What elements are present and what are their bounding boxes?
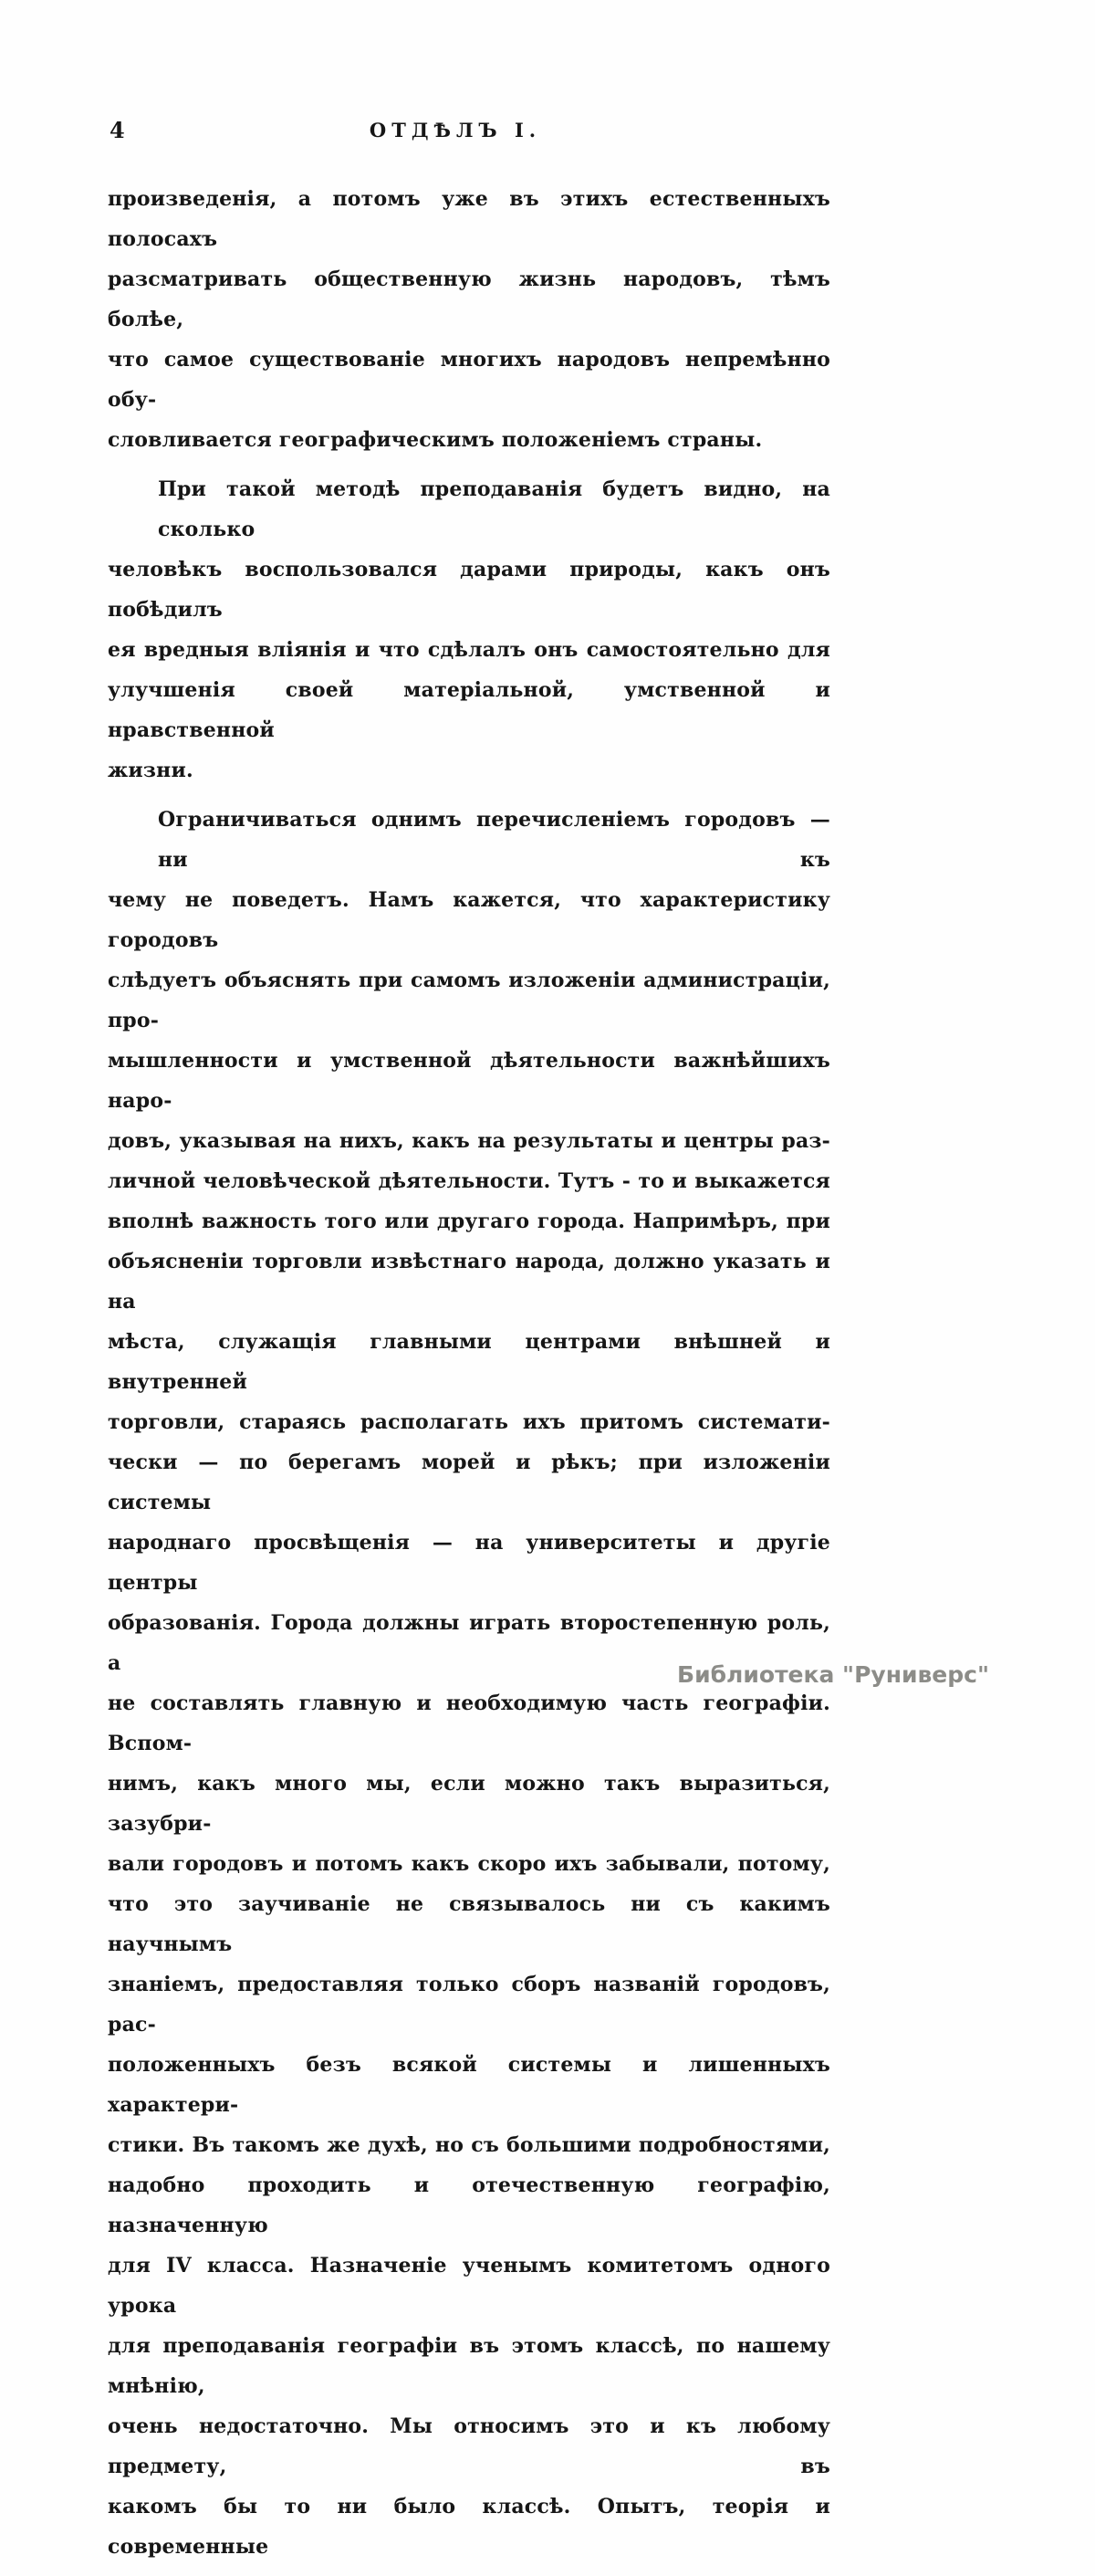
text-line: народнаго просвѣщенія — на университеты и другіе центры — [108, 1531, 830, 1595]
text-line: вполнѣ важность того или другаго города. Напримѣръ, при — [108, 1209, 830, 1233]
text-line: жизни. — [108, 759, 193, 782]
page-number: 4 — [110, 117, 126, 143]
text-line: словливается географическимъ положеніемъ страны. — [108, 428, 763, 452]
paragraph — [108, 179, 830, 460]
text-line: торговли, стараясь располагать ихъ притомъ системати- — [108, 1410, 830, 1434]
text-line: для преподаванія географіи въ этомъ классѣ, по нашему мнѣнію, — [108, 2334, 830, 2398]
text-line: что самое существованіе многихъ народовъ непремѣнно обу- — [108, 348, 830, 412]
text-line: произведенія, а потомъ уже въ этихъ естественныхъ полосахъ — [108, 187, 830, 251]
text-line: ея вредныя вліянія и что сдѣлалъ онъ самостоятельно для — [108, 638, 830, 662]
text-line: объясненіи торговли извѣстнаго народа, должно указать и на — [108, 1250, 830, 1314]
text-line: какомъ бы то ни было классѣ. Опытъ, теорія и современные — [108, 2495, 830, 2559]
text-line: человѣкъ воспользовался дарами природы, какъ онъ побѣдилъ — [108, 558, 830, 622]
text-line: чески — по берегамъ морей и рѣкъ; при изложеніи системы — [108, 1450, 830, 1514]
text-line: разсматривать общественную жизнь народовъ, тѣмъ болѣе, — [108, 267, 830, 331]
text-line: знаніемъ, предоставляя только сборъ названій городовъ, рас- — [108, 1973, 830, 2037]
text-line: При такой методѣ преподаванія будетъ видно, на сколько — [158, 477, 830, 541]
library-watermark: Библиотека "Руниверс" — [677, 1661, 989, 1688]
text-line: для IV класса. Назначеніе ученымъ комитетомъ одного урока — [108, 2254, 830, 2318]
paragraph — [108, 469, 830, 791]
text-block — [108, 179, 830, 2576]
page-header — [108, 117, 830, 148]
text-line: нимъ, какъ много мы, если можно такъ выразиться, зазубри- — [108, 1772, 830, 1836]
text-line: мышленности и умственной дѣятельности важнѣйшихъ наро- — [108, 1049, 830, 1113]
text-line: Ограничиваться однимъ перечисленіемъ городовъ — ни къ — [158, 808, 830, 872]
text-line: очень недостаточно. Мы относимъ это и къ любому предмету, въ — [108, 2414, 830, 2478]
text-line: слѣдуетъ объяснять при самомъ изложеніи администраціи, про- — [108, 969, 830, 1032]
text-line: вали городовъ и потомъ какъ скоро ихъ забывали, потому, — [108, 1852, 830, 1876]
text-line: довъ, указывая на нихъ, какъ на результаты и центры раз- — [108, 1129, 830, 1153]
section-header: ОТДѢЛЪ I. — [369, 119, 542, 141]
text-line: образованія. Города должны играть второстепенную роль, а — [108, 1611, 830, 1675]
text-line: мѣста, служащія главными центрами внѣшней и внутренней — [108, 1330, 830, 1394]
text-line: что это заучиваніе не связывалось ни съ какимъ научнымъ — [108, 1892, 830, 1956]
text-line: не составлять главную и необходимую часть географіи. Вспом- — [108, 1691, 830, 1755]
text-line: личной человѣческой дѣятельности. Тутъ - то и выкажется — [108, 1169, 830, 1193]
text-line: стики. Въ такомъ же духѣ, но съ большими подробностями, — [108, 2133, 830, 2157]
text-line: надобно проходить и отечественную географію, назначенную — [108, 2173, 830, 2237]
text-line: улучшенія своей матеріальной, умственной и нравственной — [108, 678, 830, 742]
text-line: положенныхъ безъ всякой системы и лишенныхъ характери- — [108, 2053, 830, 2117]
text-line: чему не поведетъ. Намъ кажется, что характеристику городовъ — [108, 888, 830, 952]
